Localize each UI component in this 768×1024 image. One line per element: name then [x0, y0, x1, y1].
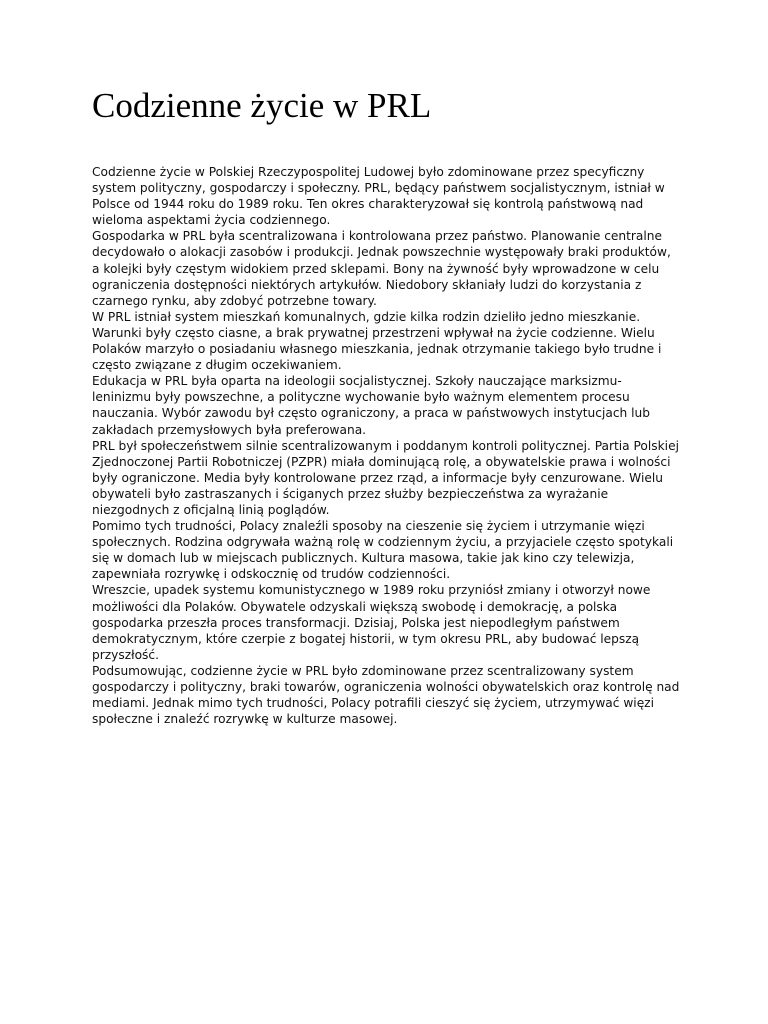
paragraph: PRL był społeczeństwem silnie scentralizowanym i poddanym kontroli politycznej. Partia Polskiej Zjednoczonej Partii Robotniczej (PZPR) miała dominującą rolę, a obywatelskie prawa i wolności były ograniczone. Media były kontrolowane przez rząd, a informacje były cenzurowane. Wielu obywateli było zastraszanych i ściganych przez służby bezpieczeństwa za wyrażanie niezgodnych z oficjalną linią poglądów. [92, 438, 679, 517]
paragraph: Gospodarka w PRL była scentralizowana i kontrolowana przez państwo. Planowanie centralne decydowało o alokacji zasobów i produkcji. Jednak powszechnie występowały braki produktów, a kolejki były częstym widokiem przed sklepami. Bony na żywność były wprowadzone w celu ograniczenia dostępności niektórych artykułów. Niedobory skłaniały ludzi do korzystania z czarnego rynku, aby zdobyć potrzebne towary. [92, 229, 671, 308]
paragraph: Edukacja w PRL była oparta na ideologii socjalistycznej. Szkoły nauczające marksizmu-leninizmu były powszechne, a polityczne wychowanie było ważnym elementem procesu nauczania. Wybór zawodu był często ograniczony, a praca w państwowych instytucjach lub zakładach przemysłowych była preferowana. [92, 374, 650, 437]
document-body [92, 164, 680, 727]
paragraph: W PRL istniał system mieszkań komunalnych, gdzie kilka rodzin dzieliło jedno mieszkanie. Warunki były często ciasne, a brak prywatnej przestrzeni wpływał na życie codzienne. Wielu Polaków marzyło o posiadaniu własnego mieszkania, jednak otrzymanie takiego było trudne i często związane z długim oczekiwaniem. [92, 309, 662, 373]
document-title: Codzienne życie w PRL [92, 86, 432, 125]
paragraph: Codzienne życie w Polskiej Rzeczypospolitej Ludowej było zdominowane przez specyficzny system polityczny, gospodarczy i społeczny. PRL, będący państwem socjalistycznym, istniał w Polsce od 1944 roku do 1989 roku. Ten okres charakteryzował się kontrolą państwową nad wieloma aspektami życia codziennego. [92, 165, 665, 228]
paragraph: Podsumowując, codzienne życie w PRL było zdominowane przez scentralizowany system gospodarczy i polityczny, braki towarów, ograniczenia wolności obywatelskich oraz kontrolę nad mediami. Jednak mimo tych trudności, Polacy potrafili cieszyć się życiem, utrzymywać więzi społeczne i znaleźć rozrywkę w kulturze masowej. [92, 663, 680, 727]
paragraph: Wreszcie, upadek systemu komunistycznego w 1989 roku przyniósł zmiany i otworzył nowe możliwości dla Polaków. Obywatele odzyskali większą swobodę i demokrację, a polska gospodarka przeszła proces transformacji. Dzisiaj, Polska jest niepodległym państwem demokratycznym, które czerpie z bogatej historii, w tym okresu PRL, aby budować lepszą przyszłość. [92, 583, 651, 662]
paragraph: Pomimo tych trudności, Polacy znaleźli sposoby na cieszenie się życiem i utrzymanie więzi społecznych. Rodzina odgrywała ważną rolę w codziennym życiu, a przyjaciele często spotykali się w domach lub w miejscach publicznych. Kultura masowa, takie jak kino czy telewizja, zapewniała rozrywkę i odskocznię od trudów codzienności. [92, 519, 674, 582]
